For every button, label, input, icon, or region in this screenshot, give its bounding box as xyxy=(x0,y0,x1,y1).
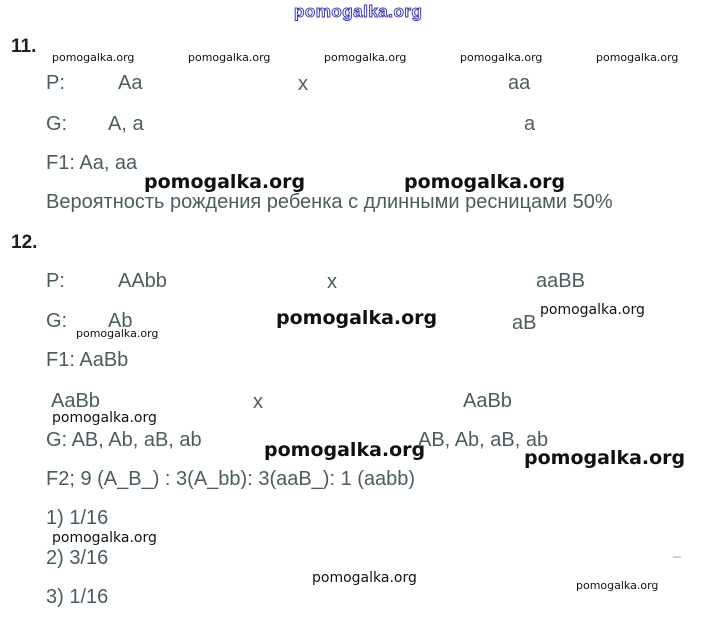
problem-11-parent2: aa xyxy=(508,72,531,94)
problem-11-parent1: Aa xyxy=(118,72,143,94)
problem-12-parents-label: P: xyxy=(46,270,65,292)
problem-12-cross: x xyxy=(327,271,337,293)
problem-11-number: 11. xyxy=(11,36,37,57)
problem-12-number: 12. xyxy=(11,232,38,253)
problem-12-answer-2: 2) 3/16 xyxy=(46,547,109,569)
problem-12-f1-cross: x xyxy=(253,391,263,413)
problem-12-gametes2: aB xyxy=(512,312,537,334)
problem-11-parents-label: P: xyxy=(46,72,65,94)
problem-12-f1-gametes1: G: AB, Ab, aB, ab xyxy=(46,429,202,451)
problem-12-answer-1: 1) 1/16 xyxy=(46,507,109,529)
problem-11-gametes2: a xyxy=(524,113,536,135)
problem-11-gametes1: A, a xyxy=(108,113,144,135)
watermark: pomogalka.org xyxy=(460,51,543,64)
stray-mark xyxy=(673,556,681,558)
problem-12-f1-parent2: AaBb xyxy=(463,390,512,412)
watermark: pomogalka.org xyxy=(324,51,407,64)
problem-11-f1: F1: Aa, aa xyxy=(46,152,138,174)
problem-12-f1-parent1: AaBb xyxy=(51,390,100,412)
watermark: pomogalka.org xyxy=(312,570,417,586)
problem-12-gametes1: Ab xyxy=(108,310,133,332)
problem-11-cross: x xyxy=(298,73,308,95)
watermark: pomogalka.org xyxy=(52,51,135,64)
watermark: pomogalka.org xyxy=(404,171,566,193)
problem-11-gametes-label: G: xyxy=(46,113,68,135)
watermark: pomogalka.org xyxy=(144,171,306,193)
site-watermark: pomogalka.org xyxy=(294,2,423,21)
watermark: pomogalka.org xyxy=(264,439,426,461)
watermark: pomogalka.org xyxy=(540,302,645,318)
problem-12-f1: F1: AaBb xyxy=(46,349,129,371)
watermark: pomogalka.org xyxy=(188,51,271,64)
problem-12-gametes-label: G: xyxy=(46,310,68,332)
watermark: pomogalka.org xyxy=(276,307,438,329)
problem-12-f2: F2; 9 (A_B_) : 3(A_bb): 3(aaB_): 1 (aabb) xyxy=(46,468,416,490)
watermark: pomogalka.org xyxy=(596,51,679,64)
problem-12-answer-3: 3) 1/16 xyxy=(46,586,109,608)
watermark: pomogalka.org xyxy=(52,530,157,546)
problem-12-parent1: AAbb xyxy=(118,270,167,292)
watermark: pomogalka.org xyxy=(52,410,157,426)
problem-12-parent2: aaBB xyxy=(536,270,585,292)
watermark: pomogalka.org xyxy=(576,579,659,592)
problem-11-probability: Вероятность рождения ребенка с длинными ресницами 50% xyxy=(46,191,613,213)
problem-12-f1-gametes2: AB, Ab, aB, ab xyxy=(418,429,549,451)
watermark: pomogalka.org xyxy=(76,327,159,340)
watermark: pomogalka.org xyxy=(524,447,686,469)
